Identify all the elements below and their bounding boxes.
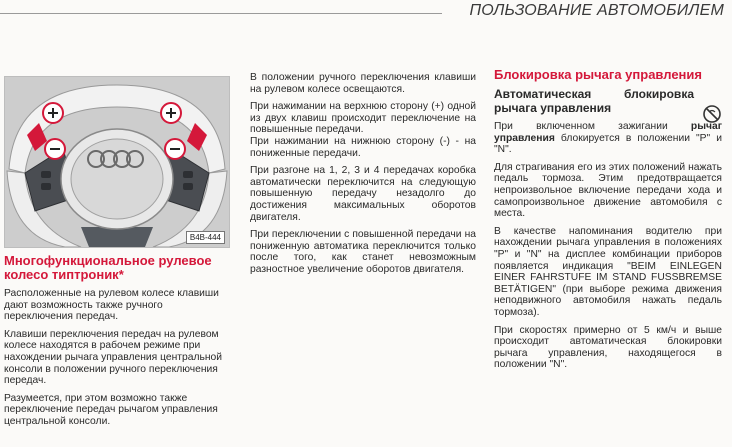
subsection-heading: Автоматическая блокировка рычага управления	[494, 87, 694, 115]
paragraph: При разгоне на 1, 2, 3 и 4 передачах коробка автоматически переключится на следующую повышенную передачу незадолго до достижения максимальных оборотов двигателя.	[250, 165, 476, 223]
header-rule	[0, 13, 442, 14]
steering-wheel-image	[5, 77, 229, 247]
paragraph: Расположенные на рулевом колесе клавиши дают возможность также ручного переключения передач.	[4, 288, 219, 323]
plus-icon	[43, 103, 63, 123]
section-heading: Многофункциональное рулевое колесо типтроник*	[4, 253, 212, 282]
text-run: блокируется в положении "P" и "N".	[494, 132, 722, 156]
minus-icon	[45, 139, 65, 159]
column-middle	[250, 72, 476, 282]
paragraph: При нажимании на верхнюю сторону (+) одной из двух клавиш происходит переключение на повышенные передачи.	[250, 101, 476, 136]
emphasis: рычаг управления	[494, 121, 722, 144]
no-entry-icon	[702, 104, 722, 124]
section-heading: Блокировка рычага управления	[494, 67, 702, 82]
section-title: ПОЛЬЗОВАНИЕ АВТОМОБИЛЕМ	[469, 2, 724, 19]
column-right	[494, 68, 722, 377]
paragraph: Клавиши переключения передач на рулевом колесе находятся в рабочем режиме при нахождении рычага управления центральной консоли в положении ручного переключения передач.	[4, 328, 222, 387]
paragraph: В положении ручного переключения клавиши на рулевом колесе освещаются.	[250, 72, 476, 95]
paragraph	[494, 121, 722, 156]
paragraph: При переключении с повышенной передачи на пониженную автоматика переключится только после того, как станет невозможным разностное увеличение оборотов двигателя.	[250, 229, 476, 275]
paragraph: Разумеется, при этом возможно также переключение передач рычагом управления центральной консоли.	[4, 392, 218, 427]
paragraph: При нажимании на нижнюю сторону (-) - на пониженные передачи.	[250, 135, 476, 159]
column-left	[4, 254, 230, 434]
steering-wheel-figure	[4, 76, 230, 248]
text-run: При включенном зажигании	[494, 121, 691, 132]
paragraph: Для страгивания его из этих положений нажать педаль тормоза. Этим предотвращается непроизвольное включение передачи хода и самопроизвольное движение автомобиля с места.	[494, 161, 722, 220]
paragraph: В качестве напоминания водителю при нахождении рычага управления в положениях "P" и "N" на дисплее комбинации приборов появляется индикация "BEIM EINLEGEN EINER FAHRSTUFE IM STAND FUSSBREMSE BETÄTIGEN" (при выборе режима движения неподвижного автомобиля нажать педаль тормоза).	[494, 225, 722, 318]
figure-label: B4B-444	[186, 231, 225, 244]
paragraph: При скоростях примерно от 5 км/ч и выше происходит автоматическая блокировки рычага управления, находящегося в положении "N".	[494, 324, 722, 371]
